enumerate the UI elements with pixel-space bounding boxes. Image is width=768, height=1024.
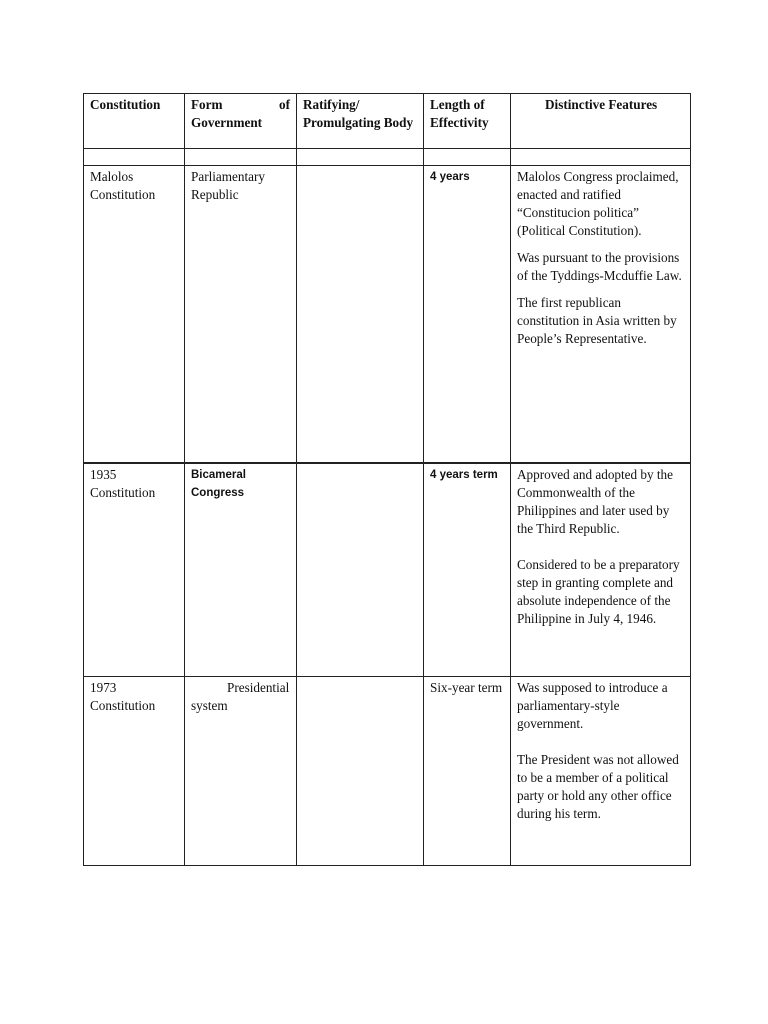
cell-features bbox=[511, 166, 691, 464]
table-row bbox=[84, 166, 691, 464]
feature-text: Approved and adopted by the Commonwealth of the Philippines and later used by the Third Republic. bbox=[517, 467, 674, 536]
header-constitution: Constitution bbox=[84, 94, 185, 149]
spacer-row bbox=[84, 149, 691, 166]
cell-length: 4 years term bbox=[424, 463, 511, 677]
table-row bbox=[84, 463, 691, 677]
cell-length: 4 years bbox=[424, 166, 511, 464]
table-header-row bbox=[84, 94, 691, 149]
header-length-of-effectivity: Length of Effectivity bbox=[424, 94, 511, 149]
cell-features bbox=[511, 677, 691, 866]
table-row bbox=[84, 677, 691, 866]
feature-text: Was supposed to introduce a parliamentary-style government. bbox=[517, 680, 668, 731]
header-form-of-government bbox=[185, 94, 297, 149]
cell-constitution: 1935 Constitution bbox=[84, 463, 185, 677]
header-form-word3: Government bbox=[191, 115, 263, 130]
cell-length: Six-year term bbox=[424, 677, 511, 866]
constitution-table bbox=[83, 93, 691, 866]
cell-constitution: Malolos Constitution bbox=[84, 166, 185, 464]
cell-features bbox=[511, 463, 691, 677]
feature-text: The first republican constitution in Asia written by People’s Representative. bbox=[517, 295, 677, 346]
header-distinctive-features bbox=[511, 94, 691, 149]
cell-form: Bicameral Congress bbox=[185, 463, 297, 677]
cell-form: Parliamentary Republic bbox=[185, 166, 297, 464]
feature-text: Considered to be a preparatory step in granting complete and absolute independence of the Philippine in July 4, 1946. bbox=[517, 557, 680, 626]
header-ratifying-body: Ratifying/ Promulgating Body bbox=[297, 94, 424, 149]
cell-ratifying bbox=[297, 166, 424, 464]
feature-text: The President was not allowed to be a member of a political party or hold any other office during his term. bbox=[517, 752, 679, 821]
cell-ratifying bbox=[297, 463, 424, 677]
header-distinctive-features-label: Distinctive Features bbox=[545, 97, 658, 112]
feature-text: Malolos Congress proclaimed, enacted and ratified “Constitucion politica” (Political Constitution). bbox=[517, 169, 679, 238]
header-form-word1: Form bbox=[191, 97, 223, 112]
feature-text: Was pursuant to the provisions of the Tyddings-Mcduffie Law. bbox=[517, 250, 682, 283]
header-form-word2: of bbox=[279, 97, 290, 112]
cell-constitution: 1973 Constitution bbox=[84, 677, 185, 866]
cell-form: Presidential system bbox=[185, 677, 297, 866]
cell-ratifying bbox=[297, 677, 424, 866]
